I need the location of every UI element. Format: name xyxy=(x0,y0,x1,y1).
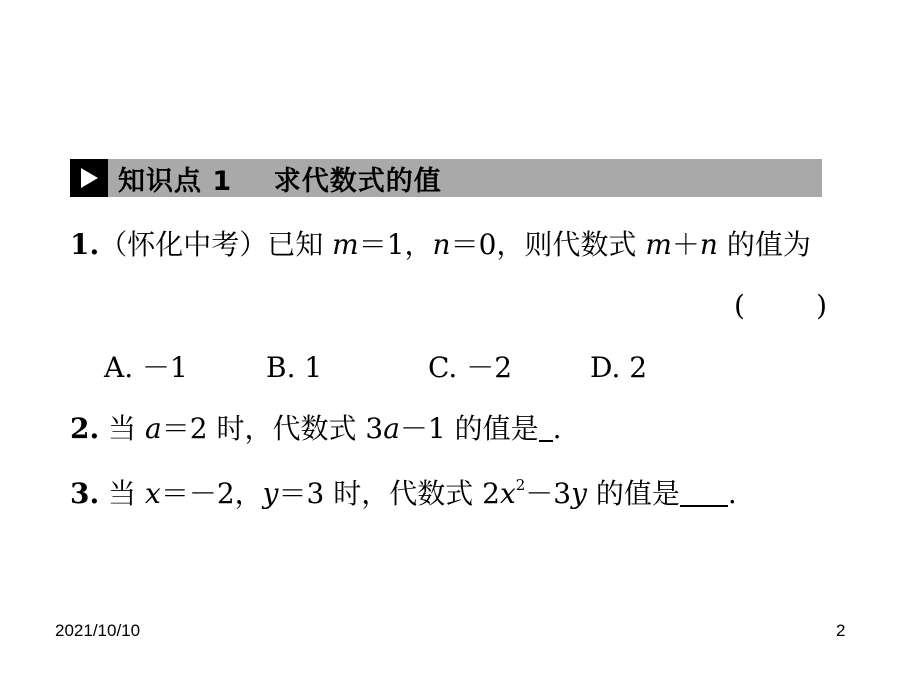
option-a[interactable]: A. －1 xyxy=(104,351,188,384)
variable: x xyxy=(499,477,516,510)
question-text: 当 xyxy=(99,477,146,510)
variable: y xyxy=(571,477,587,510)
answer-bracket[interactable]: ( ) xyxy=(734,289,828,322)
question-text: 当 xyxy=(99,412,146,445)
question-text: 的值是 xyxy=(586,477,680,510)
play-arrow-icon xyxy=(70,159,108,197)
variable: y xyxy=(262,477,279,510)
question-1 xyxy=(70,228,811,261)
variable: n xyxy=(699,228,718,261)
answer-blank[interactable] xyxy=(680,503,728,507)
question-text: ＝0，则代数式 xyxy=(450,228,646,261)
section-header xyxy=(70,159,822,197)
question-number: 1. xyxy=(70,228,100,261)
page-number: 2 xyxy=(836,621,846,640)
variable: n xyxy=(432,228,451,261)
section-title: 知识点 1 求代数式的值 xyxy=(118,165,442,197)
question-text: －1 的值是 xyxy=(399,412,539,445)
variable: a xyxy=(383,412,400,445)
option-c[interactable]: C. －2 xyxy=(428,351,513,384)
question-text: . xyxy=(552,412,562,445)
question-number: 2. xyxy=(70,412,100,445)
question-text: 的值为 xyxy=(717,228,811,261)
option-b[interactable]: B. 1 xyxy=(266,351,323,384)
answer-blank[interactable] xyxy=(539,438,553,442)
variable: m xyxy=(645,228,672,261)
question-source: （怀化中考） xyxy=(99,228,268,261)
variable: m xyxy=(332,228,359,261)
question-text: ＋ xyxy=(671,228,700,261)
exponent: 2 xyxy=(515,476,526,494)
question-text: ＝－2， xyxy=(160,477,263,510)
question-text: 已知 xyxy=(267,228,333,261)
variable: a xyxy=(145,412,162,445)
question-text: ＝2 时，代数式 3 xyxy=(161,412,384,445)
question-text: －3 xyxy=(525,477,572,510)
question-text: ＝1， xyxy=(358,228,433,261)
question-text: ＝3 时，代数式 2 xyxy=(278,477,500,510)
question-text: . xyxy=(727,477,737,510)
footer-date: 2021/10/10 xyxy=(55,621,141,640)
option-d[interactable]: D. 2 xyxy=(590,351,648,384)
question-2 xyxy=(70,412,562,445)
question-3 xyxy=(70,478,737,508)
question-number: 3. xyxy=(70,477,100,510)
variable: x xyxy=(145,477,161,510)
